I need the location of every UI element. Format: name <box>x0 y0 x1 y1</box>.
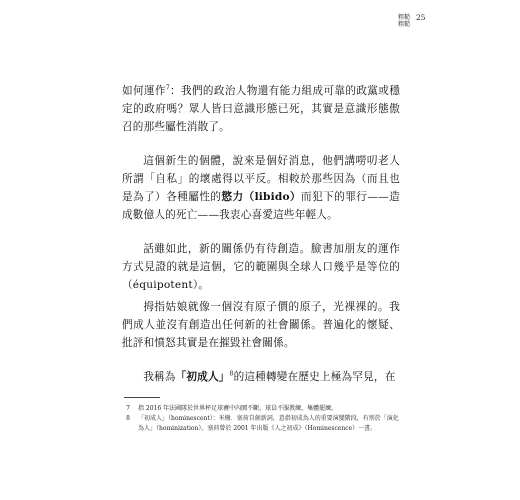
footnote-8 <box>122 414 402 434</box>
page-number: 25 <box>416 13 426 22</box>
footnote-text: 指 2016 年法國隊於世界杯足球賽中內鬨不斷，球員不服教練，集體罷練。 <box>138 405 338 412</box>
paragraph-3: 話雖如此，新的關係仍有待創造。臉書加朋友的運作方式見證的就是這個，它的範圍與全球人口幾乎是等位的（équipotent）。 <box>122 243 400 291</box>
paragraph-1-text-b: ：我們的政治人物還有能力組成可靠的政黨或穩定的政府嗎？眾人皆曰意識形態已死，其實是意識形態傲召的那些屬性消散了。 <box>122 85 400 133</box>
footnote-number: 8 <box>126 415 130 422</box>
paragraph-5-bold-term: 「初成人」 <box>175 371 230 383</box>
footnote-divider <box>124 397 160 398</box>
paragraph-5-text-a: 我稱為 <box>143 371 176 383</box>
running-title-line-2: 粗糙 <box>398 21 411 28</box>
paragraph-2-bold-term: 慾力（libido） <box>221 191 302 203</box>
paragraph-1 <box>122 82 400 136</box>
page-header <box>398 14 426 28</box>
footnote-ref-7: 7 <box>165 84 170 92</box>
paragraph-5 <box>122 368 400 386</box>
body-text <box>122 82 400 386</box>
paragraph-2-text-a: 這個新生的個體，說來是個好消息，他們講嘮叨老人所謂「自私」的壞處得以平反。相較於那些因為（而且也是為了）各種屬性的 <box>122 155 400 203</box>
paragraph-5-text-b: 的這種轉變在歷史上極為罕見，在 <box>233 371 396 383</box>
running-title-line-1: 粗糙 <box>398 14 411 21</box>
paragraph-2 <box>122 152 400 224</box>
running-title <box>398 14 410 28</box>
paragraph-1-text-a: 如何運作 <box>122 85 166 97</box>
footnote-text: 「初成人」（hominescent）：米榭．塞荷自創新詞，意指初成為人的重要演變階段，有別於「演化為人」（hominization）。塞荷曾於 2001 年出版《人之初成》（Hominescence）一書。 <box>138 415 399 432</box>
footnote-7 <box>122 404 402 414</box>
paragraph-4: 拇指姑娘就像一個沒有原子價的原子，光裸裸的。我們成人並沒有創造出任何新的社會關係。普遍化的懷疑、批評和憤怒其實是在摧毀社會關係。 <box>122 301 400 349</box>
footnote-number: 7 <box>126 405 130 412</box>
footnote-ref-8: 8 <box>229 370 234 378</box>
footnotes <box>122 404 402 434</box>
paragraph-2-text-b: 而犯下的罪行——造成數億人的死亡——我衷心喜愛這些年輕人。 <box>122 191 400 221</box>
